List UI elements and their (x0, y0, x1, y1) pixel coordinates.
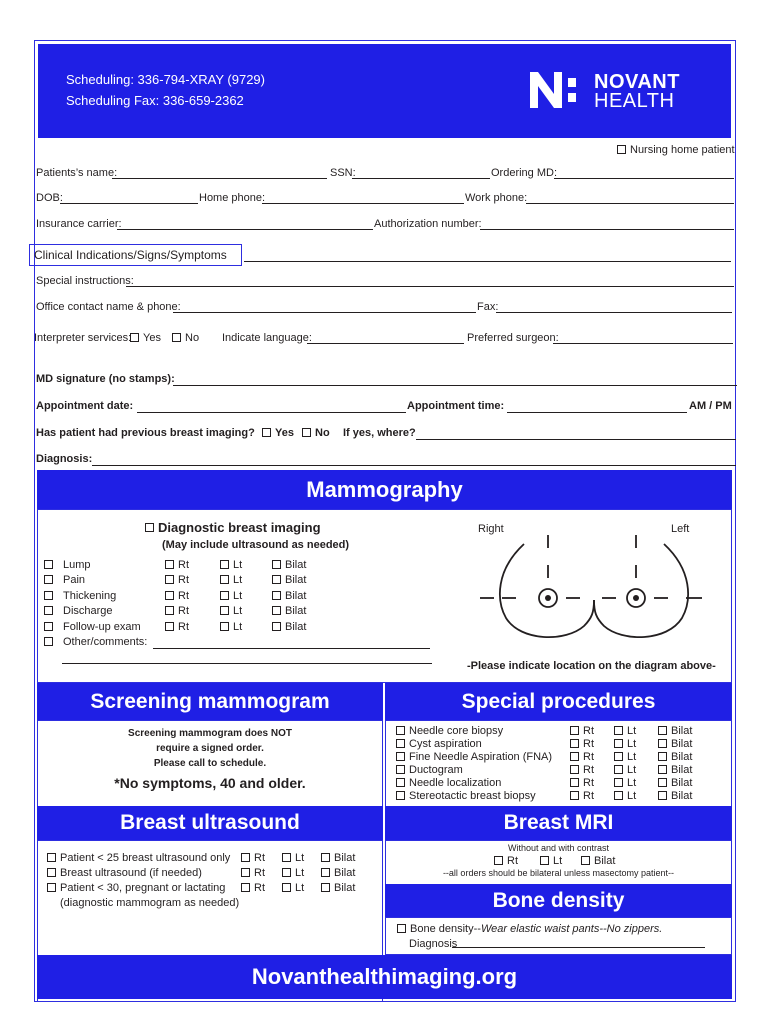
list-item[interactable] (396, 790, 536, 802)
interpreter-no-label: No (185, 332, 200, 344)
dob-field[interactable] (60, 203, 198, 204)
ssn-label: SSN: (330, 167, 356, 179)
list-item[interactable] (396, 751, 552, 763)
appointment-time-label: Appointment time: (407, 400, 505, 412)
lt-checkbox[interactable] (220, 574, 242, 586)
lt-label: Lt (627, 764, 637, 776)
mri-header: Breast MRI (385, 806, 732, 840)
mri-contrast: Without and with contrast (507, 843, 610, 853)
lt-checkbox[interactable] (282, 882, 304, 894)
lt-checkbox[interactable] (614, 725, 636, 737)
bilat-label: Bilat (285, 621, 307, 633)
appointment-date-label: Appointment date: (36, 400, 134, 412)
authorization-field[interactable] (480, 229, 734, 230)
fax-field[interactable] (496, 312, 732, 313)
bilat-label: Bilat (671, 777, 693, 789)
rt-checkbox[interactable] (570, 764, 594, 776)
special-needle-loc: Needle localization (409, 777, 502, 789)
interpreter-yes-checkbox[interactable] (130, 332, 161, 344)
bone-diagnosis-label: Diagnosis (409, 938, 458, 950)
ssn-field[interactable] (352, 178, 490, 179)
ultrasound-header: Breast ultrasound (37, 806, 383, 840)
ordering-md-label: Ordering MD: (491, 167, 558, 179)
appointment-date-field[interactable] (137, 412, 406, 413)
diagnostic-note: (May include ultrasound as needed) (162, 539, 350, 551)
rt-label: Rt (583, 738, 594, 750)
bilat-checkbox[interactable] (658, 751, 692, 763)
bilat-checkbox[interactable] (272, 605, 306, 617)
item-other: Other/comments: (63, 636, 148, 648)
bilat-label: Bilat (594, 855, 616, 867)
interpreter-label: Interpreter services: (34, 332, 132, 344)
if-yes-field[interactable] (416, 439, 736, 440)
list-item[interactable] (44, 621, 141, 633)
insurance-field[interactable] (117, 229, 373, 230)
us-item-2: Breast ultrasound (if needed) (60, 867, 202, 879)
bilat-checkbox[interactable] (272, 621, 306, 633)
rt-label: Rt (254, 852, 265, 864)
lt-label: Lt (553, 855, 563, 867)
bilat-checkbox[interactable] (272, 590, 306, 602)
bilat-checkbox[interactable] (321, 867, 355, 879)
us-item-3: Patient < 30, pregnant or lactating (60, 882, 226, 894)
rt-checkbox[interactable] (570, 738, 594, 750)
screening-line3: Please call to schedule. (153, 758, 267, 769)
bilat-label: Bilat (285, 590, 307, 602)
lt-label: Lt (627, 725, 637, 737)
lt-checkbox[interactable] (220, 559, 242, 571)
rt-label: Rt (254, 882, 265, 894)
screening-header: Screening mammogram (37, 683, 383, 720)
lt-label: Lt (233, 559, 243, 571)
rt-label: Rt (178, 605, 189, 617)
bilat-checkbox[interactable] (272, 574, 306, 586)
screening-no-symptoms: *No symptoms, 40 and older. (114, 775, 306, 791)
rt-checkbox[interactable] (165, 621, 189, 633)
surgeon-field[interactable] (553, 343, 733, 344)
list-item[interactable] (47, 852, 230, 864)
rt-checkbox[interactable] (165, 574, 189, 586)
mammography-header: Mammography (37, 470, 732, 509)
item-follow-up: Follow-up exam (63, 621, 141, 633)
bilat-label: Bilat (334, 852, 356, 864)
lt-checkbox[interactable] (614, 751, 636, 763)
list-item[interactable] (396, 738, 482, 750)
special-procedures-header: Special procedures (385, 683, 732, 720)
bilat-checkbox[interactable] (658, 764, 692, 776)
ordering-md-field[interactable] (554, 178, 734, 179)
item-lump: Lump (63, 559, 91, 571)
bilat-label: Bilat (285, 605, 307, 617)
rt-label: Rt (583, 777, 594, 789)
office-contact-label: Office contact name & phone: (36, 301, 181, 313)
rt-checkbox[interactable] (165, 559, 189, 571)
bone-density-header: Bone density (385, 884, 732, 917)
screening-line1: Screening mammogram does NOT (128, 728, 292, 739)
rt-checkbox[interactable] (241, 867, 265, 879)
other-comments-field[interactable] (153, 648, 430, 649)
rt-label: Rt (583, 751, 594, 763)
lt-label: Lt (627, 777, 637, 789)
list-item[interactable] (396, 764, 463, 776)
lt-checkbox[interactable] (220, 621, 242, 633)
fax-label: Fax: (477, 301, 499, 313)
special-instructions-label: Special instructions: (36, 275, 134, 287)
lt-label: Lt (627, 751, 637, 763)
screening-line2: require a signed order. (156, 743, 264, 754)
diagram-note: -Please indicate location on the diagram above- (467, 660, 716, 672)
bilat-checkbox[interactable] (321, 882, 355, 894)
lt-label: Lt (233, 605, 243, 617)
bilat-checkbox[interactable] (272, 559, 306, 571)
md-signature-field[interactable] (173, 385, 737, 386)
lt-checkbox[interactable] (614, 738, 636, 750)
lt-label: Lt (627, 790, 637, 802)
item-discharge: Discharge (63, 605, 113, 617)
rt-label: Rt (254, 867, 265, 879)
lt-label: Lt (295, 867, 305, 879)
header-band (38, 44, 731, 138)
us-note: (diagnostic mammogram as needed) (60, 897, 240, 909)
lt-label: Lt (295, 852, 305, 864)
logo-novant: NOVANT (594, 71, 680, 93)
lt-checkbox[interactable] (282, 852, 304, 864)
bilat-label: Bilat (671, 725, 693, 737)
rt-checkbox[interactable] (570, 790, 594, 802)
special-instructions-field[interactable] (126, 286, 734, 287)
nursing-home-label: Nursing home patient (630, 144, 735, 156)
rt-label: Rt (178, 574, 189, 586)
bilat-checkbox[interactable] (658, 777, 692, 789)
mri-note: --all orders should be bilateral unless masectomy patient-- (442, 868, 675, 878)
home-phone-field[interactable] (262, 203, 464, 204)
special-cyst: Cyst aspiration (409, 738, 482, 750)
right-label: Right (478, 523, 504, 535)
lt-label: Lt (295, 882, 305, 894)
list-item[interactable] (44, 636, 147, 648)
work-phone-field[interactable] (526, 203, 734, 204)
bilat-label: Bilat (334, 867, 356, 879)
special-needle-core: Needle core biopsy (409, 725, 504, 737)
rt-label: Rt (178, 621, 189, 633)
office-contact-field[interactable] (173, 312, 476, 313)
rt-checkbox[interactable] (494, 855, 518, 867)
novant-n-icon (528, 68, 588, 112)
bilat-checkbox[interactable] (658, 790, 692, 802)
scheduling-fax: Scheduling Fax: 336-659-2362 (66, 93, 244, 108)
surgeon-label: Preferred surgeon: (467, 332, 559, 344)
bone-density-note: Wear elastic waist pants--No zippers. (480, 923, 663, 935)
list-item[interactable] (47, 882, 225, 894)
rt-checkbox[interactable] (570, 725, 594, 737)
special-stereotactic: Stereotactic breast biopsy (409, 790, 536, 802)
special-ductogram: Ductogram (409, 764, 463, 776)
bilat-label: Bilat (671, 764, 693, 776)
lt-checkbox[interactable] (220, 605, 242, 617)
am-pm-label: AM / PM (689, 400, 732, 412)
lt-label: Lt (233, 621, 243, 633)
diagnosis-label: Diagnosis: (36, 453, 93, 465)
bilat-checkbox[interactable] (658, 738, 692, 750)
language-label: Indicate language: (222, 332, 312, 344)
rt-checkbox[interactable] (165, 590, 189, 602)
list-item[interactable] (396, 725, 503, 737)
list-item[interactable] (44, 605, 113, 617)
bone-density-label: Bone density-- (410, 923, 481, 935)
other-comments-field-2[interactable] (62, 663, 432, 664)
left-label: Left (671, 523, 690, 535)
us-item-1: Patient < 25 breast ultrasound only (60, 852, 231, 864)
rt-label: Rt (583, 725, 594, 737)
home-phone-label: Home phone: (199, 192, 266, 204)
breast-diagram-icon[interactable] (476, 530, 706, 650)
dob-label: DOB: (36, 192, 63, 204)
rt-label: Rt (583, 764, 594, 776)
list-item[interactable] (44, 559, 91, 571)
bilat-label: Bilat (671, 790, 693, 802)
list-item[interactable] (396, 777, 501, 789)
bilat-checkbox[interactable] (321, 852, 355, 864)
scheduling-phone: Scheduling: 336-794-XRAY (9729) (66, 72, 265, 87)
interpreter-no-checkbox[interactable] (172, 332, 199, 344)
list-item[interactable] (44, 590, 116, 602)
item-thickening: Thickening (63, 590, 117, 602)
lt-checkbox[interactable] (614, 777, 636, 789)
diagnostic-imaging-label: Diagnostic breast imaging (158, 520, 321, 535)
interpreter-yes-label: Yes (143, 332, 161, 344)
logo-health: HEALTH (594, 90, 675, 112)
clinical-indications-field[interactable] (244, 261, 731, 262)
work-phone-label: Work phone: (465, 192, 528, 204)
bilat-checkbox[interactable] (581, 855, 615, 867)
bone-density-checkbox[interactable] (397, 923, 662, 935)
rt-label: Rt (178, 590, 189, 602)
lt-checkbox[interactable] (614, 764, 636, 776)
special-fna: Fine Needle Aspiration (FNA) (409, 751, 553, 763)
previous-imaging-no-checkbox[interactable] (302, 427, 330, 439)
rt-checkbox[interactable] (570, 751, 594, 763)
rt-checkbox[interactable] (165, 605, 189, 617)
bilat-label: Bilat (285, 559, 307, 571)
rt-label: Rt (178, 559, 189, 571)
md-signature-label: MD signature (no stamps): (36, 373, 175, 385)
diagnostic-imaging-checkbox[interactable] (145, 520, 321, 535)
lt-label: Lt (233, 574, 243, 586)
rt-label: Rt (507, 855, 518, 867)
language-field[interactable] (307, 343, 464, 344)
bilat-label: Bilat (334, 882, 356, 894)
nursing-home-checkbox[interactable] (617, 144, 735, 156)
insurance-label: Insurance carrier: (36, 218, 122, 230)
item-pain: Pain (63, 574, 86, 586)
previous-imaging-yes-checkbox[interactable] (262, 427, 294, 439)
bilat-label: Bilat (285, 574, 307, 586)
lt-checkbox[interactable] (614, 790, 636, 802)
patient-name-label: Patients’s name: (36, 167, 118, 179)
lt-checkbox[interactable] (220, 590, 242, 602)
lt-checkbox[interactable] (282, 867, 304, 879)
previous-no-label: No (315, 427, 330, 439)
patient-name-field[interactable] (112, 178, 327, 179)
if-yes-label: If yes, where? (343, 427, 416, 439)
bilat-checkbox[interactable] (658, 725, 692, 737)
bone-diagnosis-field[interactable] (452, 947, 705, 948)
lt-label: Lt (627, 738, 637, 750)
lt-label: Lt (233, 590, 243, 602)
lt-checkbox[interactable] (540, 855, 562, 867)
novant-logo (528, 68, 708, 112)
previous-yes-label: Yes (275, 427, 294, 439)
rt-checkbox[interactable] (241, 882, 265, 894)
list-item[interactable] (44, 574, 85, 586)
bilat-label: Bilat (671, 738, 693, 750)
previous-imaging-label: Has patient had previous breast imaging? (36, 427, 255, 439)
authorization-label: Authorization number: (374, 218, 482, 230)
bilat-label: Bilat (671, 751, 693, 763)
diagnosis-field[interactable] (92, 465, 736, 466)
footer-url[interactable]: Novanthealthimaging.org (37, 955, 732, 999)
list-item[interactable] (47, 867, 202, 879)
rt-checkbox[interactable] (241, 852, 265, 864)
rt-label: Rt (583, 790, 594, 802)
clinical-indications-label: Clinical Indications/Signs/Symptoms (34, 248, 227, 262)
appointment-time-field[interactable] (507, 412, 687, 413)
rt-checkbox[interactable] (570, 777, 594, 789)
